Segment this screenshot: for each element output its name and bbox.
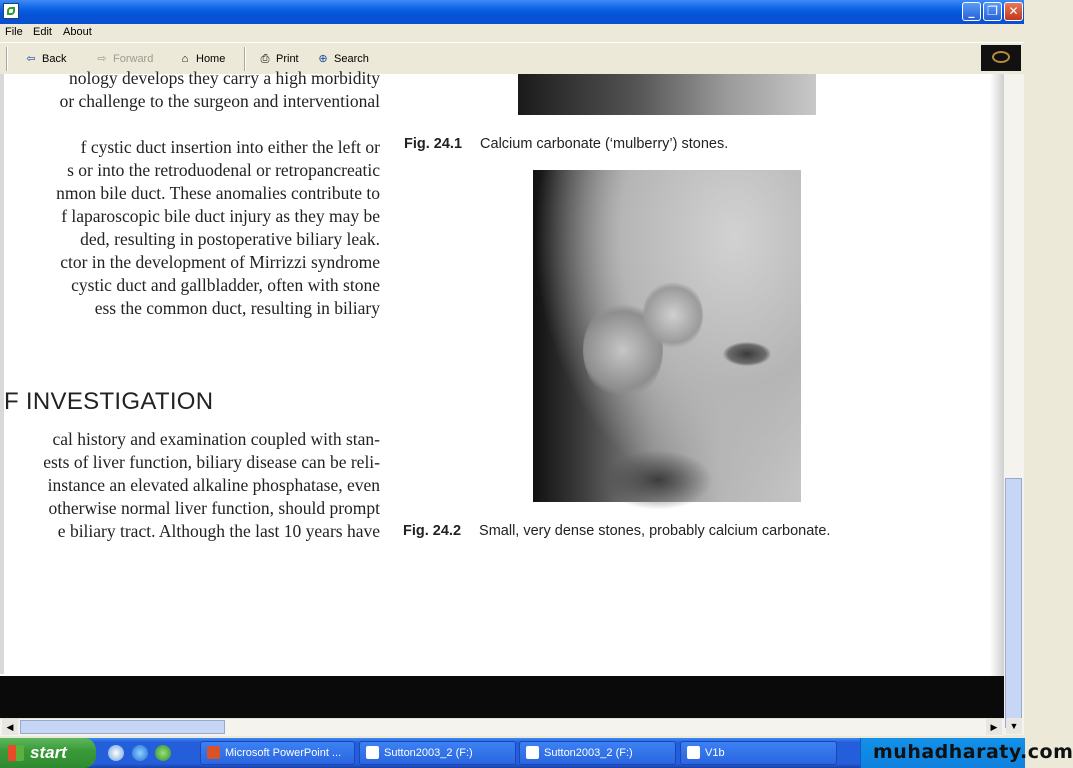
- brand-logo-icon: [981, 45, 1021, 71]
- print-label: Print: [276, 53, 299, 65]
- figure-24-2-image: [533, 170, 801, 502]
- start-button[interactable]: [0, 738, 96, 768]
- vertical-scrollbar[interactable]: [1004, 74, 1024, 735]
- taskbar-item-v1b[interactable]: V1b: [680, 741, 837, 765]
- home-icon: ⌂: [181, 53, 189, 65]
- document-icon: [3, 3, 19, 19]
- text-line: otherwise normal liver function, should prompt: [48, 498, 380, 518]
- figure-24-1-image: [518, 74, 816, 115]
- messenger-icon[interactable]: [155, 745, 171, 761]
- dark-shadow: [603, 450, 713, 510]
- text-line: s or into the retroduodenal or retropancreatic: [67, 160, 380, 180]
- page-shadow: [990, 74, 1004, 718]
- print-button[interactable]: [258, 50, 299, 68]
- text-line: f laparoscopic bile duct injury as they may be: [61, 206, 380, 226]
- menu-edit[interactable]: Edit: [33, 26, 52, 38]
- minimize-button[interactable]: _: [962, 2, 981, 21]
- horizontal-scroll-thumb[interactable]: [20, 720, 225, 734]
- home-button[interactable]: [178, 50, 225, 68]
- title-bar: [0, 0, 1024, 24]
- back-button[interactable]: [24, 50, 66, 68]
- text-line: nmon bile duct. These anomalies contribute to: [56, 183, 380, 203]
- system-tray: [860, 738, 1073, 768]
- scroll-down-arrow-icon[interactable]: ▼: [1006, 718, 1022, 734]
- menu-file[interactable]: File: [5, 26, 23, 38]
- search-icon: ⊕: [318, 53, 328, 65]
- figure-caption-text: Calcium carbonate (‘mulberry’) stones.: [480, 136, 729, 152]
- taskbar-item-sutton-1[interactable]: Sutton2003_2 (F:): [359, 741, 516, 765]
- back-label: Back: [42, 53, 67, 65]
- text-line: nology develops they carry a high morbidity: [68, 68, 380, 88]
- scroll-left-arrow-icon[interactable]: ◀: [2, 719, 18, 735]
- text-line: e biliary tract. Although the last 10 years have: [57, 521, 380, 541]
- menu-bar: [0, 24, 1024, 42]
- figure-24-1-caption: [404, 136, 728, 152]
- back-arrow-icon: ⇦: [26, 53, 36, 65]
- text-line: cal history and examination coupled with stan-: [52, 429, 380, 449]
- text-line: cystic duct and gallbladder, often with stone: [71, 275, 380, 295]
- watermark-text: muhadharaty.com: [873, 741, 1073, 763]
- windows-flag-icon: [8, 745, 24, 761]
- home-label: Home: [196, 53, 226, 65]
- taskbar: [0, 738, 1073, 768]
- vertical-scroll-thumb[interactable]: [1005, 478, 1022, 728]
- figure-label: Fig. 24.2: [403, 523, 462, 539]
- printer-icon: ⎙: [260, 53, 270, 65]
- scan-border: [0, 676, 1004, 718]
- taskbar-item-sutton-2[interactable]: Sutton2003_2 (F:): [519, 741, 676, 765]
- figure-24-2-caption: [403, 523, 830, 539]
- stone-cluster: [643, 280, 703, 350]
- text-line: ctor in the development of Mirrizzi syndrome: [60, 252, 380, 272]
- forward-label: Forward: [113, 53, 154, 65]
- figure-caption-text: Small, very dense stones, probably calcium carbonate.: [479, 523, 831, 539]
- search-button[interactable]: [316, 50, 369, 68]
- text-line: ded, resulting in postoperative biliary leak.: [80, 229, 380, 249]
- internet-explorer-icon[interactable]: [132, 745, 148, 761]
- start-label: start: [30, 743, 67, 762]
- forward-arrow-icon: ⇨: [97, 53, 107, 65]
- text-line: or challenge to the surgeon and interventional: [59, 91, 380, 111]
- text-line: ess the common duct, resulting in biliary: [94, 298, 380, 318]
- close-button[interactable]: ✕: [1004, 2, 1023, 21]
- desktop-icon[interactable]: [108, 745, 124, 761]
- section-heading: F INVESTIGATION: [4, 388, 214, 415]
- taskbar-item-powerpoint[interactable]: Microsoft PowerPoint ...: [200, 741, 355, 765]
- text-line: instance an elevated alkaline phosphatase, even: [47, 475, 380, 495]
- search-label: Search: [334, 53, 369, 65]
- text-line: ests of liver function, biliary disease can be reli-: [43, 452, 380, 472]
- forward-button[interactable]: [95, 50, 153, 68]
- horizontal-scrollbar[interactable]: [0, 718, 1004, 736]
- scroll-right-arrow-icon[interactable]: ▶: [986, 719, 1002, 735]
- document-viewer[interactable]: [0, 68, 1004, 718]
- maximize-button[interactable]: ❐: [983, 2, 1002, 21]
- menu-about[interactable]: About: [63, 26, 92, 38]
- dark-shadow: [723, 342, 771, 366]
- figure-label: Fig. 24.1: [404, 136, 463, 152]
- text-line: f cystic duct insertion into either the left or: [80, 137, 380, 157]
